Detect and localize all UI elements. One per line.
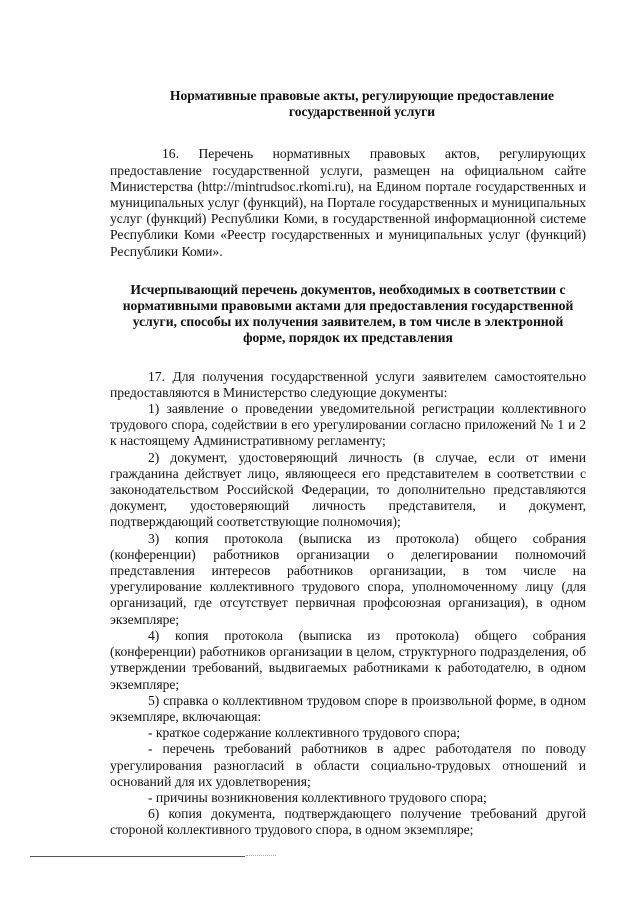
list-item-6: 6) копия документа, подтверждающего получение требований другой стороной коллективного трудового спора, в одном экземпляре; — [110, 806, 586, 838]
paragraph-17: 17. Для получения государственной услуги заявителем самостоятельно предоставляются в Министерство следующие документы: — [110, 368, 586, 400]
sub-item-requirements: - перечень требований работников в адрес работодателя по поводу урегулирования разногласий в области социально-трудовых отношений и оснований для их удовлетворения; — [110, 741, 586, 789]
document-page — [110, 88, 586, 839]
list-item-3: 3) копия протокола (выписка из протокола) общего собрания (конференции) работников организации о делегировании полномочий представления интересов работников организации, в том числе на урегулирование коллективного трудового спора, уполномоченному лицу (для организаций, где отсутствует первичная профсоюзная организация), в одном экземпляре; — [110, 530, 586, 627]
list-item-1: 1) заявление о проведении уведомительной регистрации коллективного трудового спора, содействии в его урегулировании согласно приложений № 1 и 2 к настоящему Административному регламенту; — [110, 401, 586, 449]
footnote-separator-dots — [246, 855, 276, 856]
footnote-separator — [30, 856, 245, 857]
section-heading-documents-list: Исчерпывающий перечень документов, необходимых в соответствии с нормативными правовыми актами для предоставления государственной услуги, способы их получения заявителем, в том числе в электронной форме, порядок их представления — [122, 281, 574, 346]
section-heading-normative-acts: Нормативные правовые акты, регулирующие предоставление государственной услуги — [169, 88, 555, 120]
list-item-2: 2) документ, удостоверяющий личность (в случае, если от имени гражданина действует лицо, являющееся его представителем в соответствии с законодательством Российской Федерации, то дополнительно представляются документ, удостоверяющий личность представителя, и документ, подтверждающий соответствующие полномочия); — [110, 449, 586, 530]
paragraph-16: 16. Перечень нормативных правовых актов, регулирующих предоставление государственной услуги, размещен на официальном сайте Министерства (http://mintrudsoc.rkomi.ru), на Едином портале государственных и муниципальных услуг (функций), на Портале государственных и муниципальных услуг (функций) Республики Коми, в государственной информационной системе Республики Коми «Реестр государственных и муниципальных услуг (функций) Республики Коми». — [110, 146, 586, 259]
sub-item-reasons: - причины возникновения коллективного трудового спора; — [148, 789, 487, 805]
sub-item-summary: - краткое содержание коллективного трудового спора; — [148, 725, 461, 741]
list-item-4: 4) копия протокола (выписка из протокола) общего собрания (конференции) работников организации в целом, структурного подразделения, об утверждении требований, выдвигаемых работниками к работодателю, в одном экземпляре; — [110, 627, 586, 692]
list-item-5: 5) справка о коллективном трудовом споре в произвольной форме, в одном экземпляре, включающая: — [110, 692, 586, 724]
